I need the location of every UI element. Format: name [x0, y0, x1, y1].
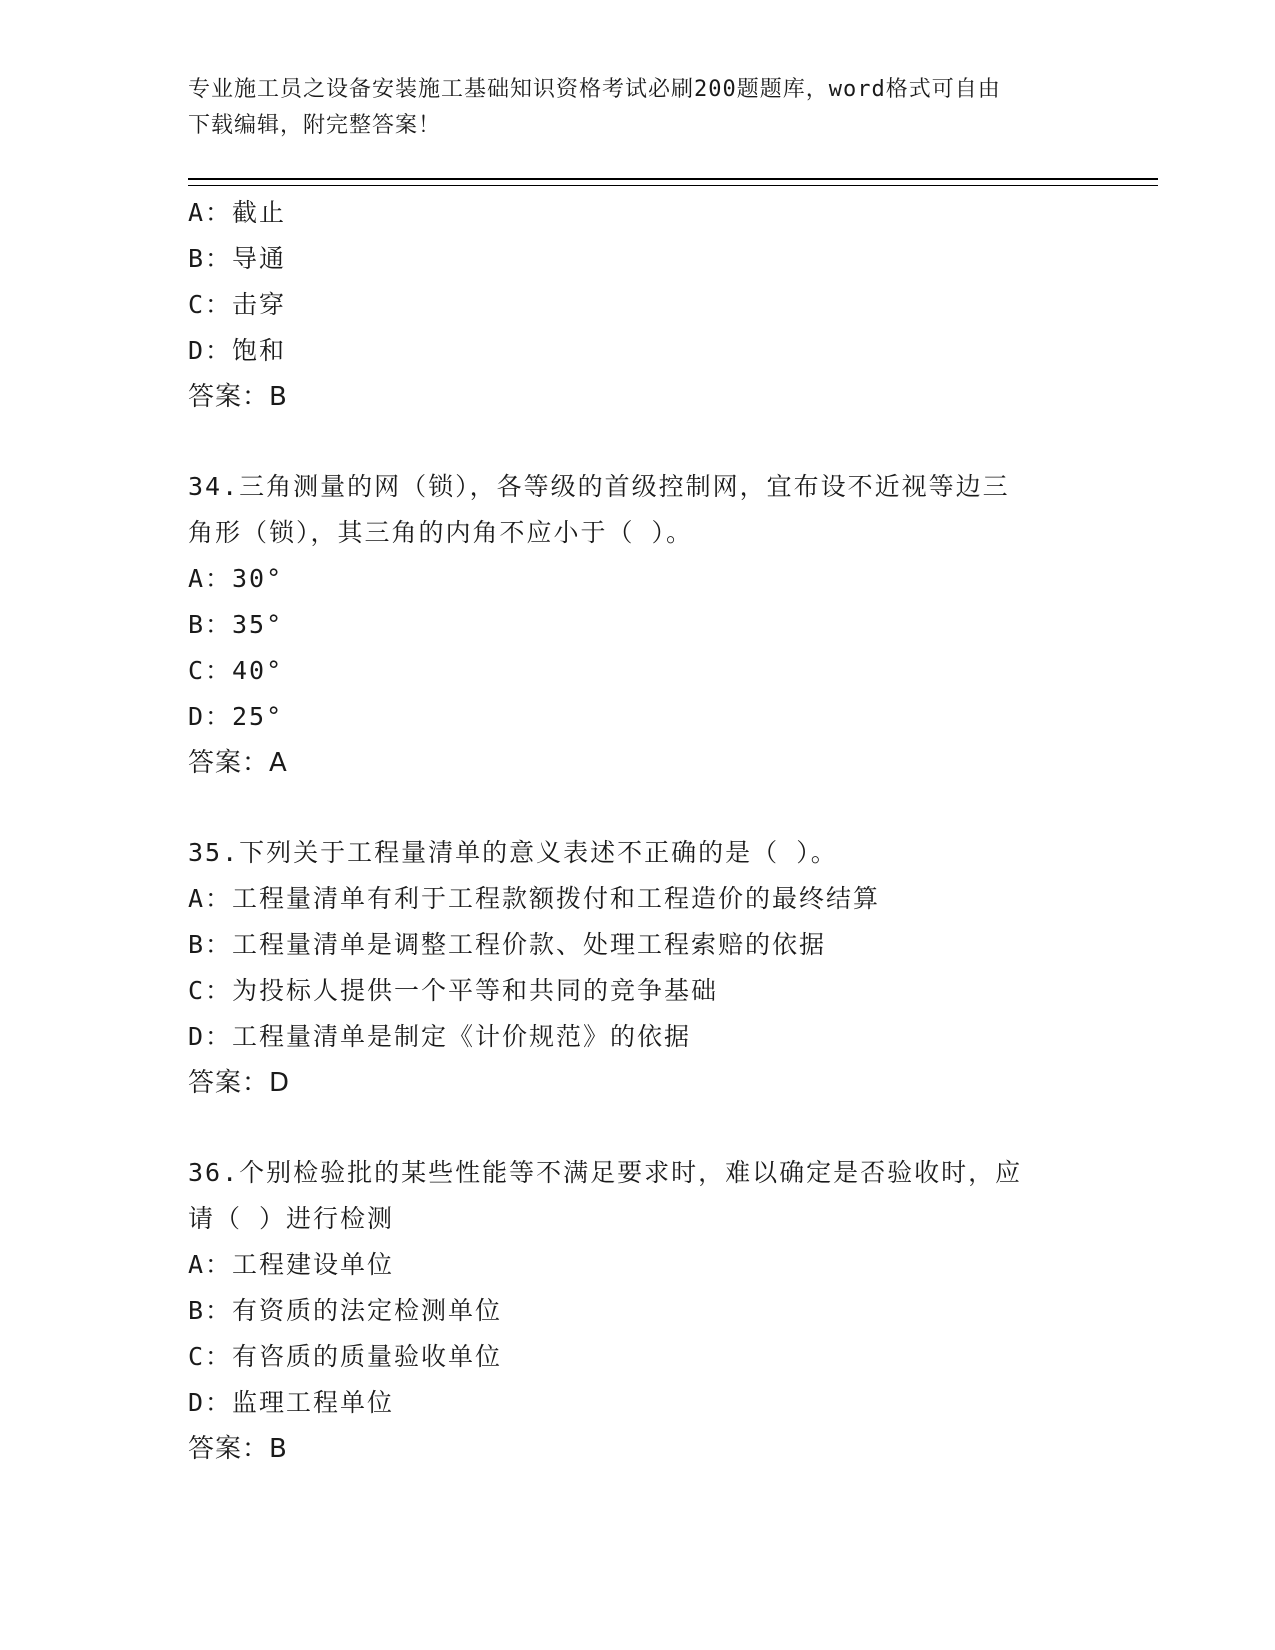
option-a: A：30°: [188, 564, 284, 593]
header-divider: [188, 178, 1158, 186]
question-block-36: [188, 1150, 1148, 1472]
answer-line: 答案：D: [188, 1068, 291, 1098]
answer-line: 答案：B: [188, 382, 288, 412]
option-d: D：25°: [188, 702, 284, 731]
option-b: B：35°: [188, 610, 284, 639]
option-c: C：为投标人提供一个平等和共同的竞争基础: [188, 976, 719, 1005]
option-a: A：截止: [188, 198, 287, 227]
question-content: [188, 190, 1148, 1472]
option-b: B：导通: [188, 244, 287, 273]
header-line-1: 专业施工员之设备安装施工基础知识资格考试必刷200题题库，word格式可自由: [188, 77, 1001, 102]
spacer: [188, 1106, 1148, 1150]
option-b: B：工程量清单是调整工程价款、处理工程索赔的依据: [188, 930, 827, 959]
question-stem: 34.三角测量的网（锁），各等级的首级控制网，宜布设不近视等边三: [188, 472, 1010, 501]
option-a: A：工程量清单有利于工程款额拨付和工程造价的最终结算: [188, 884, 881, 913]
option-d: D：饱和: [188, 336, 287, 365]
spacer: [188, 420, 1148, 464]
option-c: C：击穿: [188, 290, 287, 319]
document-header: [188, 72, 1088, 144]
question-stem: 36.个别检验批的某些性能等不满足要求时，难以确定是否验收时，应: [188, 1158, 1023, 1187]
option-a: A：工程建设单位: [188, 1250, 395, 1279]
question-stem-continued: 角形（锁），其三角的内角不应小于（ ）。: [188, 518, 694, 547]
header-line-2: 下载编辑，附完整答案！: [188, 113, 442, 138]
option-c: C：40°: [188, 656, 284, 685]
question-block-33: [188, 190, 1148, 420]
spacer: [188, 786, 1148, 830]
option-d: D：监理工程单位: [188, 1388, 395, 1417]
answer-line: 答案：A: [188, 748, 288, 778]
question-block-34: [188, 464, 1148, 786]
question-block-35: [188, 830, 1148, 1106]
option-b: B：有资质的法定检测单位: [188, 1296, 503, 1325]
option-d: D：工程量清单是制定《计价规范》的依据: [188, 1022, 692, 1051]
option-c: C：有咨质的质量验收单位: [188, 1342, 503, 1371]
question-stem: 35.下列关于工程量清单的意义表述不正确的是（ ）。: [188, 838, 838, 867]
answer-line: 答案：B: [188, 1434, 288, 1464]
question-stem-continued: 请（ ）进行检测: [188, 1204, 395, 1233]
